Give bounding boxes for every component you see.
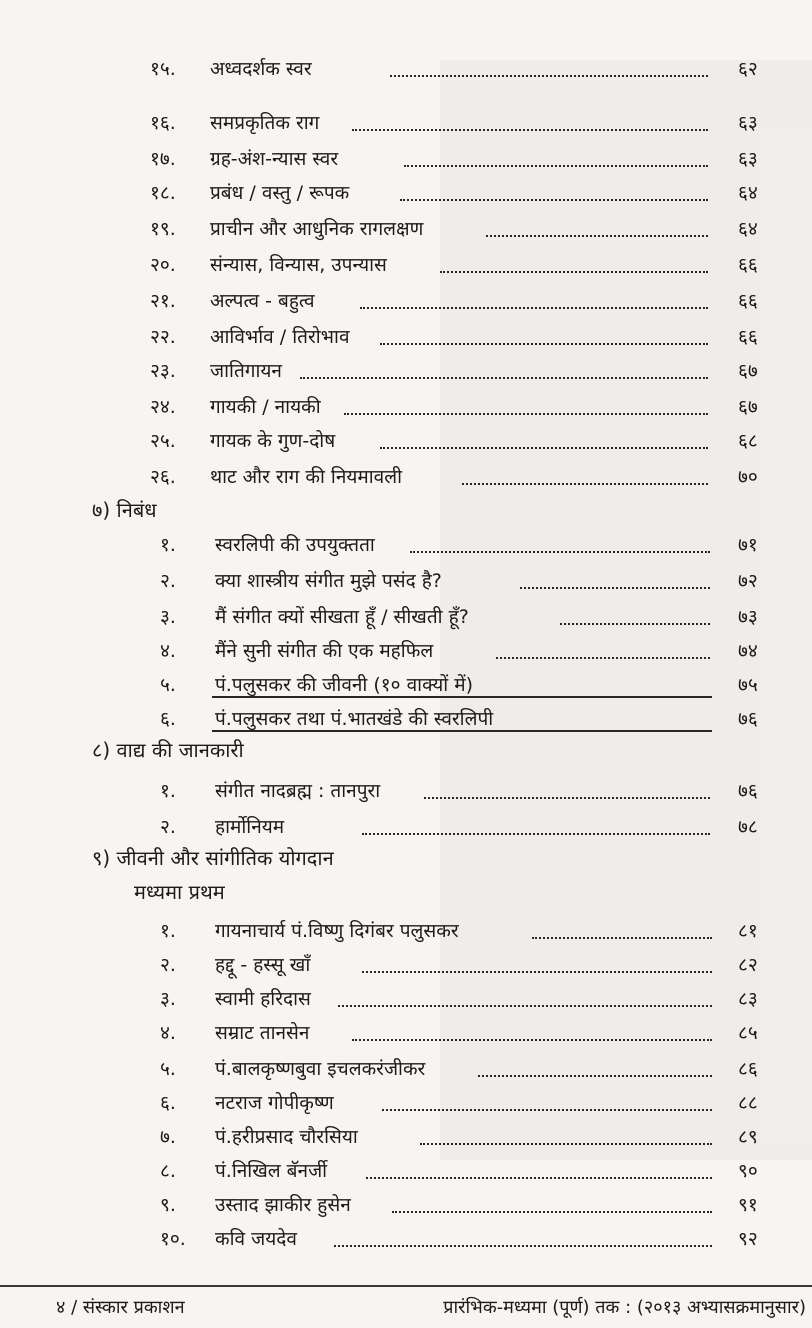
dot-leader <box>360 307 708 309</box>
dot-leader <box>382 1109 712 1111</box>
entry-number: १६. <box>150 112 176 134</box>
subsection-heading: मध्यमा प्रथम <box>134 880 225 904</box>
entry-title: नटराज गोपीकृष्ण <box>215 1092 334 1114</box>
entry-page: ८३ <box>738 988 758 1010</box>
dot-leader <box>380 447 708 449</box>
entry-page: ९२ <box>738 1228 758 1250</box>
entry-page: ८६ <box>738 1058 758 1080</box>
toc-entry <box>0 280 812 320</box>
dot-leader <box>400 199 708 201</box>
dot-leader <box>352 1039 712 1041</box>
dot-leader <box>486 235 708 237</box>
entry-title: क्या शास्त्रीय संगीत मुझे पसंद है? <box>215 570 442 592</box>
entry-number: २२. <box>150 326 176 348</box>
entry-number: २०. <box>150 254 176 276</box>
entry-page: ८२ <box>738 954 758 976</box>
dot-leader <box>380 343 708 345</box>
entry-page: ६६ <box>738 254 758 276</box>
entry-page: ८१ <box>738 920 758 942</box>
entry-number: ६. <box>160 708 176 730</box>
entry-number: १. <box>160 534 176 556</box>
entry-number: ३. <box>160 606 176 628</box>
entry-number: ४. <box>160 1022 176 1044</box>
entry-page: ७६ <box>738 708 758 730</box>
entry-number: ६. <box>160 1092 176 1114</box>
entry-number: २१. <box>150 290 176 312</box>
entry-title: समप्रकृतिक राग <box>210 112 320 134</box>
toc-entry <box>0 806 812 846</box>
entry-number: ७. <box>160 1126 176 1148</box>
toc-entry <box>0 208 812 248</box>
dot-leader <box>404 165 708 167</box>
entry-title: हद्दू - हस्सू खाँ <box>215 954 311 976</box>
entry-title: थाट और राग की नियमावली <box>210 466 403 488</box>
entry-title: संन्यास, विन्यास, उपन्यास <box>210 254 387 276</box>
entry-number: ५. <box>160 674 176 696</box>
entry-page: ६७ <box>738 360 758 382</box>
entry-page: ७३ <box>738 606 758 628</box>
dot-leader <box>478 1075 712 1077</box>
entry-page: ७० <box>738 466 758 488</box>
entry-title: मैं संगीत क्यों सीखता हूँ / सीखती हूँ? <box>215 606 469 628</box>
dot-leader <box>440 271 708 273</box>
entry-title: अल्पत्व - बहुत्व <box>210 290 315 312</box>
entry-title: प्राचीन और आधुनिक रागलक्षण <box>210 218 424 240</box>
dot-leader <box>496 657 710 659</box>
entry-number: ९. <box>160 1194 176 1216</box>
entry-page: ७५ <box>738 674 758 696</box>
dot-leader <box>390 75 708 77</box>
entry-number: २. <box>160 816 176 838</box>
entry-title: स्वामी हरिदास <box>215 988 311 1010</box>
dot-leader <box>300 377 708 379</box>
entry-number: २६. <box>150 466 176 488</box>
entry-page: ८५ <box>738 1022 758 1044</box>
toc-entry <box>0 524 812 564</box>
entry-number: १७. <box>150 148 176 170</box>
entry-title: स्वरलिपी की उपयुक्तता <box>215 534 375 556</box>
entry-title: सम्राट तानसेन <box>215 1022 310 1044</box>
entry-number: ८. <box>160 1160 176 1182</box>
entry-number: ३. <box>160 988 176 1010</box>
toc-entry <box>0 172 812 212</box>
entry-title: पं.पलुसकर तथा पं.भातखंडे की स्वरलिपी <box>215 708 494 730</box>
entry-number: १५. <box>150 58 176 80</box>
entry-number: २४. <box>150 396 176 418</box>
entry-page: ६६ <box>738 290 758 312</box>
page-footer <box>0 1285 812 1328</box>
entry-title: हार्मोनियम <box>215 816 285 838</box>
entry-page: ९१ <box>738 1194 758 1216</box>
dot-leader <box>338 1005 712 1007</box>
toc-entry <box>0 456 812 496</box>
entry-page: ९० <box>738 1160 758 1182</box>
entry-page: ६३ <box>738 148 758 170</box>
entry-number: ४. <box>160 640 176 662</box>
toc-entry <box>0 102 812 142</box>
dot-leader <box>560 623 710 625</box>
entry-page: ६६ <box>738 326 758 348</box>
entry-title: उस्ताद झाकीर हुसेन <box>215 1194 351 1216</box>
dot-leader <box>334 1245 712 1247</box>
entry-page: ७४ <box>738 640 758 662</box>
footer-course: प्रारंभिक-मध्यमा (पूर्ण) तक : (२०१३ अभ्यासक्रमानुसार) <box>443 1297 806 1318</box>
entry-title: पं.बालकृष्णबुवा इचलकरंजीकर <box>215 1058 426 1080</box>
entry-number: २. <box>160 570 176 592</box>
entry-page: ६४ <box>738 182 758 204</box>
dot-leader <box>520 587 710 589</box>
entry-underline <box>212 730 712 732</box>
entry-number: २५. <box>150 430 176 452</box>
entry-title: गायकी / नायकी <box>210 396 321 418</box>
entry-title: संगीत नादब्रह्म : तानपुरा <box>215 780 381 802</box>
entry-title: गायक के गुण-दोष <box>210 430 336 452</box>
entry-page: ६७ <box>738 396 758 418</box>
dot-leader <box>532 937 712 939</box>
toc-entry <box>0 560 812 600</box>
dot-leader <box>424 797 710 799</box>
toc-entry <box>0 770 812 810</box>
entry-number: ५. <box>160 1058 176 1080</box>
dot-leader <box>344 413 708 415</box>
entry-title: मैंने सुनी संगीत की एक महफिल <box>215 640 434 662</box>
entry-title: प्रबंध / वस्तु / रूपक <box>210 182 350 204</box>
section-heading-9: ९) जीवनी और सांगीतिक योगदान <box>92 846 334 870</box>
entry-page: ७२ <box>738 570 758 592</box>
toc-entry <box>0 244 812 284</box>
entry-title: आविर्भाव / तिरोभाव <box>210 326 350 348</box>
toc-entry <box>0 1012 812 1052</box>
entry-page: ८८ <box>738 1092 758 1114</box>
dot-leader <box>392 1211 712 1213</box>
entry-number: २३. <box>150 360 176 382</box>
entry-page: ७६ <box>738 780 758 802</box>
footer-publisher: ४ / संस्कार प्रकाशन <box>56 1297 185 1318</box>
entry-number: १९. <box>150 218 176 240</box>
entry-page: ६३ <box>738 112 758 134</box>
entry-title: गायनाचार्य पं.विष्णु दिगंबर पलुसकर <box>215 920 459 942</box>
entry-page: ७८ <box>738 816 758 838</box>
entry-title: कवि जयदेव <box>215 1228 297 1250</box>
section-heading-7: ७) निबंध <box>92 498 157 522</box>
entry-page: ६४ <box>738 218 758 240</box>
toc-entry <box>0 48 812 88</box>
entry-title: पं.हरीप्रसाद चौरसिया <box>215 1126 358 1148</box>
entry-page: ६२ <box>738 58 758 80</box>
dot-leader <box>462 483 708 485</box>
toc-entry <box>0 420 812 460</box>
section-heading-8: ८) वाद्य की जानकारी <box>92 738 244 762</box>
entry-page: ६८ <box>738 430 758 452</box>
dot-leader <box>410 551 710 553</box>
entry-title: अध्वदर्शक स्वर <box>210 58 312 80</box>
entry-title: पं.निखिल बॅनर्जी <box>215 1160 328 1182</box>
entry-number: २. <box>160 954 176 976</box>
dot-leader <box>362 833 710 835</box>
entry-title: जातिगायन <box>210 360 282 382</box>
dot-leader <box>352 129 708 131</box>
entry-number: १. <box>160 920 176 942</box>
dot-leader <box>362 971 712 973</box>
entry-number: १८. <box>150 182 176 204</box>
toc-entry <box>0 1218 812 1258</box>
toc-entry <box>0 698 812 738</box>
entry-number: १. <box>160 780 176 802</box>
entry-title: ग्रह-अंश-न्यास स्वर <box>210 148 339 170</box>
toc-entry <box>0 350 812 390</box>
entry-title: पं.पलुसकर की जीवनी (१० वाक्यों में) <box>215 674 474 696</box>
entry-page: ७१ <box>738 534 758 556</box>
entry-page: ८९ <box>738 1126 758 1148</box>
entry-number: १०. <box>160 1228 186 1250</box>
dot-leader <box>420 1143 712 1145</box>
dot-leader <box>366 1177 712 1179</box>
